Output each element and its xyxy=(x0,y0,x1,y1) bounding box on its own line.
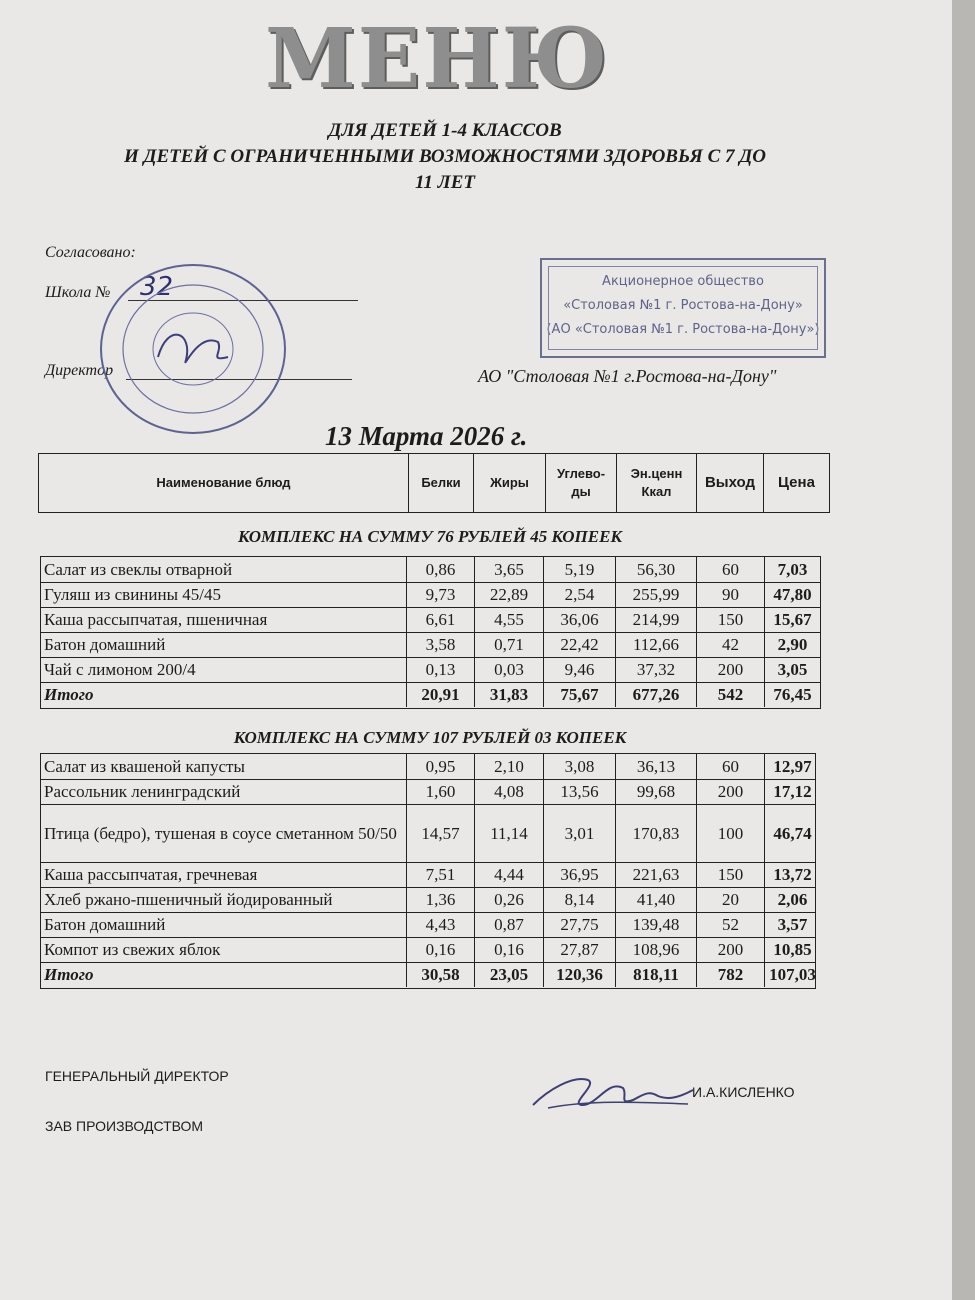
cell-fats: 0,87 xyxy=(474,913,543,937)
school-label: Школа № xyxy=(45,284,111,301)
cell-energy: 214,99 xyxy=(615,608,696,632)
cell-name: Батон домашний xyxy=(44,915,166,934)
cell-energy: 677,26 xyxy=(615,683,696,707)
background-wall xyxy=(952,0,975,1300)
cell-yield: 90 xyxy=(696,583,764,607)
cell-yield: 100 xyxy=(696,805,764,862)
cell-carbs: 8,14 xyxy=(543,888,615,912)
cell-energy: 221,63 xyxy=(615,863,696,887)
subtitle-line-1: ДЛЯ ДЕТЕЙ 1-4 КЛАССОВ xyxy=(328,120,562,141)
cell-price: 7,03 xyxy=(764,557,820,582)
cell-price: 2,06 xyxy=(764,888,820,912)
complex-1-table xyxy=(40,556,821,709)
col-header-name: Наименование блюд xyxy=(156,475,291,490)
cell-yield: 200 xyxy=(696,938,764,962)
cell-yield: 42 xyxy=(696,633,764,657)
stamp-line-1: Акционерное общество xyxy=(602,274,764,289)
cell-fats: 0,71 xyxy=(474,633,543,657)
cell-yield: 200 xyxy=(696,658,764,682)
cell-carbs: 13,56 xyxy=(543,780,615,804)
cell-carbs: 36,06 xyxy=(543,608,615,632)
complex-2-table xyxy=(40,753,816,989)
cell-yield: 150 xyxy=(696,608,764,632)
cell-fats: 4,55 xyxy=(474,608,543,632)
cell-price: 76,45 xyxy=(764,683,820,707)
cell-energy: 37,32 xyxy=(615,658,696,682)
cell-price: 13,72 xyxy=(764,863,820,887)
cell-yield: 150 xyxy=(696,863,764,887)
table-row xyxy=(41,862,815,887)
col-header-energy: Эн.ценн Ккал xyxy=(616,454,696,512)
cell-carbs: 36,95 xyxy=(543,863,615,887)
cell-energy: 139,48 xyxy=(615,913,696,937)
col-header-yield: Выход xyxy=(696,454,763,512)
cell-yield: 782 xyxy=(696,963,764,987)
cell-price: 15,67 xyxy=(764,608,820,632)
cell-yield: 542 xyxy=(696,683,764,707)
general-director-label: ГЕНЕРАЛЬНЫЙ ДИРЕКТОР xyxy=(45,1068,229,1084)
agreed-label: Согласовано: xyxy=(45,244,136,261)
table-row xyxy=(41,657,820,682)
cell-carbs: 3,01 xyxy=(543,805,615,862)
col-header-price: Цена xyxy=(763,454,829,512)
production-head-label: ЗАВ ПРОИЗВОДСТВОМ xyxy=(45,1118,204,1134)
cell-price: 17,12 xyxy=(764,780,820,804)
subtitle-line-3: 11 ЛЕТ xyxy=(414,172,475,193)
cell-energy: 99,68 xyxy=(615,780,696,804)
cell-proteins: 0,86 xyxy=(406,557,474,582)
cell-proteins: 3,58 xyxy=(406,633,474,657)
cell-carbs: 75,67 xyxy=(543,683,615,707)
cell-name: Каша рассыпчатая, пшеничная xyxy=(44,610,268,629)
cell-price: 3,05 xyxy=(764,658,820,682)
cell-name: Чай с лимоном 200/4 xyxy=(44,660,196,679)
cell-fats: 3,65 xyxy=(474,557,543,582)
cell-energy: 41,40 xyxy=(615,888,696,912)
cell-proteins: 1,60 xyxy=(406,780,474,804)
cell-proteins: 14,57 xyxy=(406,805,474,862)
table-row xyxy=(41,912,815,937)
cell-energy: 255,99 xyxy=(615,583,696,607)
cell-price: 2,90 xyxy=(764,633,820,657)
cell-yield: 60 xyxy=(696,754,764,779)
col-header-carbs: Углево- ды xyxy=(545,454,616,512)
cell-name: Рассольник ленинградский xyxy=(44,782,241,801)
cell-fats: 23,05 xyxy=(474,963,543,987)
subtitle-line-2: И ДЕТЕЙ С ОГРАНИЧЕННЫМИ ВОЗМОЖНОСТЯМИ ЗДОРОВЬЯ С 7 ДО xyxy=(124,146,766,167)
cell-proteins: 0,95 xyxy=(406,754,474,779)
stamp-line-2: «Столовая №1 г. Ростова-на-Дону» xyxy=(563,298,803,313)
complex-2-title: КОМПЛЕКС НА СУММУ 107 РУБЛЕЙ 03 КОПЕЕК xyxy=(233,728,627,747)
cell-name: Итого xyxy=(44,685,94,704)
cell-proteins: 20,91 xyxy=(406,683,474,707)
menu-title: МЕНЮ xyxy=(265,11,610,107)
cell-carbs: 2,54 xyxy=(543,583,615,607)
cell-carbs: 22,42 xyxy=(543,633,615,657)
cell-price: 10,85 xyxy=(764,938,820,962)
table-row xyxy=(41,804,815,862)
cell-name: Птица (бедро), тушеная в соусе сметанном 50/50 xyxy=(44,823,397,843)
cell-fats: 0,26 xyxy=(474,888,543,912)
table-row xyxy=(41,887,815,912)
menu-date: 13 Марта 2026 г. xyxy=(325,421,528,451)
cell-fats: 0,16 xyxy=(474,938,543,962)
table-row xyxy=(41,582,820,607)
cell-proteins: 9,73 xyxy=(406,583,474,607)
table-row xyxy=(41,632,820,657)
school-number-handwritten: 32 xyxy=(140,272,174,302)
round-seal-stamp xyxy=(98,262,288,436)
cell-price: 47,80 xyxy=(764,583,820,607)
cell-name: Итого xyxy=(44,965,94,984)
cell-yield: 200 xyxy=(696,780,764,804)
total-row xyxy=(41,962,815,987)
total-row xyxy=(41,682,820,707)
table-row xyxy=(41,779,815,804)
cell-carbs: 27,87 xyxy=(543,938,615,962)
cell-carbs: 9,46 xyxy=(543,658,615,682)
director-name: И.А.КИСЛЕНКО xyxy=(692,1084,795,1100)
organization-name: АО "Столовая №1 г.Ростова-на-Дону" xyxy=(478,366,777,386)
cell-proteins: 0,13 xyxy=(406,658,474,682)
cell-name: Компот из свежих яблок xyxy=(44,940,221,959)
cell-energy: 818,11 xyxy=(615,963,696,987)
cell-fats: 22,89 xyxy=(474,583,543,607)
cell-carbs: 5,19 xyxy=(543,557,615,582)
cell-price: 3,57 xyxy=(764,913,820,937)
cell-carbs: 27,75 xyxy=(543,913,615,937)
table-row xyxy=(41,937,815,962)
col-header-fats: Жиры xyxy=(473,454,545,512)
cell-name: Салат из свеклы отварной xyxy=(44,559,233,579)
col-header-proteins: Белки xyxy=(408,454,473,512)
director-label: Директор xyxy=(45,362,114,379)
cell-name: Салат из квашеной капусты xyxy=(44,756,245,776)
cell-energy: 170,83 xyxy=(615,805,696,862)
cell-yield: 60 xyxy=(696,557,764,582)
cell-yield: 20 xyxy=(696,888,764,912)
cell-proteins: 30,58 xyxy=(406,963,474,987)
cell-price: 12,97 xyxy=(764,754,820,779)
cell-energy: 56,30 xyxy=(615,557,696,582)
cell-fats: 0,03 xyxy=(474,658,543,682)
cell-energy: 108,96 xyxy=(615,938,696,962)
cell-energy: 36,13 xyxy=(615,754,696,779)
cell-name: Каша рассыпчатая, гречневая xyxy=(44,865,258,884)
cell-name: Гуляш из свинины 45/45 xyxy=(44,585,221,604)
cell-carbs: 3,08 xyxy=(543,754,615,779)
cell-carbs: 120,36 xyxy=(543,963,615,987)
table-row xyxy=(41,557,820,582)
cell-price: 46,74 xyxy=(764,805,820,862)
cell-fats: 31,83 xyxy=(474,683,543,707)
director-signature xyxy=(528,1060,698,1120)
cell-fats: 2,10 xyxy=(474,754,543,779)
table-row xyxy=(41,607,820,632)
cell-proteins: 1,36 xyxy=(406,888,474,912)
table-row xyxy=(41,754,815,779)
rect-company-stamp xyxy=(540,258,826,358)
cell-name: Батон домашний xyxy=(44,635,166,654)
cell-energy: 112,66 xyxy=(615,633,696,657)
complex-1-title: КОМПЛЕКС НА СУММУ 76 РУБЛЕЙ 45 КОПЕЕК xyxy=(238,527,622,546)
cell-price: 107,03 xyxy=(764,963,820,987)
cell-proteins: 4,43 xyxy=(406,913,474,937)
cell-fats: 11,14 xyxy=(474,805,543,862)
cell-proteins: 6,61 xyxy=(406,608,474,632)
cell-fats: 4,08 xyxy=(474,780,543,804)
table-header xyxy=(38,453,830,513)
cell-proteins: 7,51 xyxy=(406,863,474,887)
cell-name: Хлеб ржано-пшеничный йодированный xyxy=(44,890,333,909)
stamp-line-3: (АО «Столовая №1 г. Ростова-на-Дону») xyxy=(546,322,820,337)
cell-yield: 52 xyxy=(696,913,764,937)
cell-fats: 4,44 xyxy=(474,863,543,887)
cell-proteins: 0,16 xyxy=(406,938,474,962)
